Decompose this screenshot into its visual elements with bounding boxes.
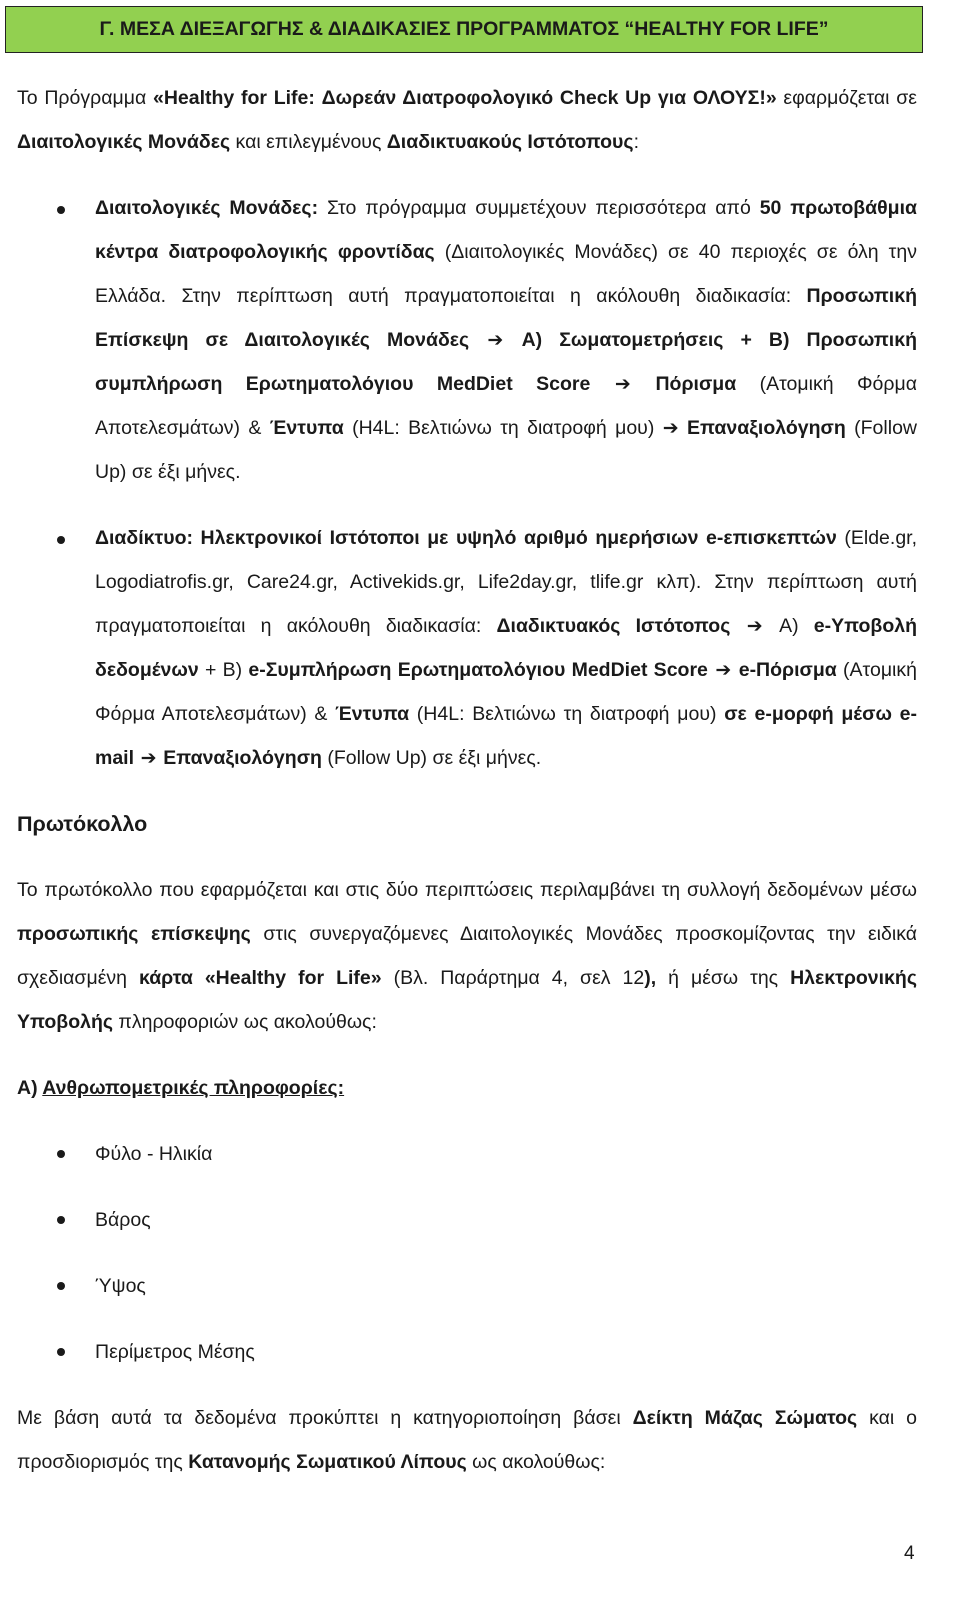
bullet-dot bbox=[57, 1150, 65, 1158]
list-item: Περίμετρος Μέσης bbox=[17, 1330, 917, 1374]
list-item: Φύλο - Ηλικία bbox=[17, 1132, 917, 1176]
bullet-internet bbox=[17, 516, 917, 780]
document-body bbox=[17, 76, 917, 1484]
bullet-dot bbox=[57, 1348, 65, 1356]
bullet-dot bbox=[57, 536, 65, 544]
bullet-dot bbox=[57, 1216, 65, 1224]
list-item: Βάρος bbox=[17, 1198, 917, 1242]
section-title: Γ. ΜΕΣΑ ΔΙΕΞΑΓΩΓΗΣ & ΔΙΑΔΙΚΑΣΙΕΣ ΠΡΟΓΡΑΜΜΑΤΟΣ “HEALTHY FOR LIFE” bbox=[99, 18, 829, 40]
arrow-icon: ➔ bbox=[590, 373, 656, 395]
arrow-icon: ➔ bbox=[662, 417, 679, 439]
closing-paragraph: Με βάση αυτά τα δεδομένα προκύπτει η κατηγοριοποίηση βάσει Δείκτη Μάζας Σώματος και ο προσδιορισμός της Κατανομής Σωματικού Λίπους ως ακολούθως: bbox=[17, 1407, 917, 1473]
anthro-list bbox=[17, 1132, 917, 1374]
arrow-icon: ➔ bbox=[730, 615, 780, 637]
protocol-paragraph: Το πρωτόκολλο που εφαρμόζεται και στις δύο περιπτώσεις περιλαμβάνει τη συλλογή δεδομένων μέσω προσωπικής επίσκεψης στις συνεργαζόμενες Διαιτολογικές Μονάδες προσκομίζοντας την ειδικά σχεδιασμένη κάρτα «Healthy for Life» (Βλ. Παράρτημα 4, σελ 12), ή μέσω της Ηλεκτρονικής Υποβολής πληροφοριών ως ακολούθως: bbox=[17, 879, 917, 1033]
anthro-heading: Α) Ανθρωπομετρικές πληροφορίες: bbox=[17, 1077, 345, 1099]
bullet-internet-text: Διαδίκτυο: Ηλεκτρονικοί Ιστότοποι με υψηλό αριθμό ημερήσιων e-επισκεπτών (Elde.gr, Logodiatrofis.gr, Care24.gr, Activekids.gr, Life2day.gr, tlife.gr κλπ). Στην περίπτωση αυτή πραγματοποιείται η ακόλουθη διαδικασία: Διαδικτυακός Ιστότοπος ➔ Α) e-Υποβολή δεδομένων + Β) e-Συμπλήρωση Ερωτηματολόγιου MedDiet Score ➔ e-Πόρισμα (Ατομική Φόρμα Αποτελεσμάτων) & Έντυπα (H4L: Βελτιώνω τη διατροφή μου) σε e-μορφή μέσω e-mail ➔ Επαναξιολόγηση (Follow Up) σε έξι μήνες. bbox=[95, 527, 917, 769]
arrow-icon: ➔ bbox=[469, 329, 522, 351]
arrow-icon: ➔ bbox=[134, 747, 164, 769]
bullet-dietetic-units-text: Διαιτολογικές Μονάδες: Στο πρόγραμμα συμμετέχουν περισσότερα από 50 πρωτοβάθμια κέντρα διατροφολογικής φροντίδας (Διαιτολογικές Μονάδες) σε 40 περιοχές σε όλη την Ελλάδα. Στην περίπτωση αυτή πραγματοποιείται η ακόλουθη διαδικασία: Προσωπική Επίσκεψη σε Διαιτολογικές Μονάδες ➔ Α) Σωματομετρήσεις + Β) Προσωπική συμπλήρωση Ερωτηματολόγιου MedDiet Score ➔ Πόρισμα (Ατομική Φόρμα Αποτελεσμάτων) & Έντυπα (H4L: Βελτιώνω τη διατροφή μου) ➔ Επαναξιολόγηση (Follow Up) σε έξι μήνες. bbox=[95, 197, 917, 483]
intro-paragraph: Το Πρόγραμμα «Healthy for Life: Δωρεάν Διατροφολογικό Check Up για ΟΛΟΥΣ!» εφαρμόζεται σε Διαιτολογικές Μονάδες και επιλεγμένους Διαδικτυακούς Ιστότοπους: bbox=[17, 87, 917, 153]
bullet-dietetic-units bbox=[17, 186, 917, 494]
list-item: Ύψος bbox=[17, 1264, 917, 1308]
protocol-heading: Πρωτόκολλο bbox=[17, 812, 148, 836]
bullet-dot bbox=[57, 206, 65, 214]
page-number: 4 bbox=[904, 1543, 915, 1564]
arrow-icon: ➔ bbox=[707, 659, 739, 681]
bullet-dot bbox=[57, 1282, 65, 1290]
section-header bbox=[5, 6, 923, 53]
